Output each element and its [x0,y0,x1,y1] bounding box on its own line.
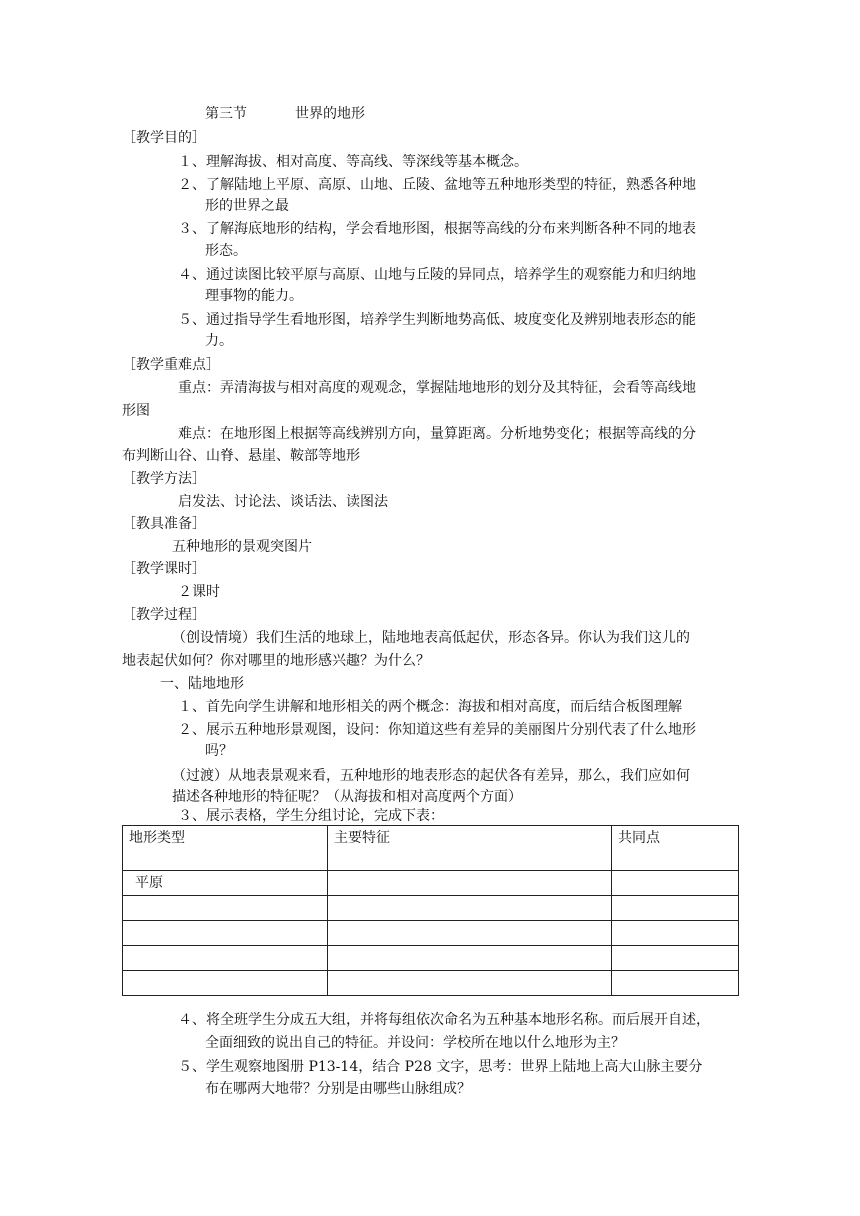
hours-text: ２课时 [178,584,220,600]
intro-line-2: 地表起伏如何？你对哪里的地形感兴趣？为什么？ [122,653,430,669]
table-cell [123,946,328,971]
table-row [123,896,739,921]
table-cell [328,871,612,896]
section-number: 第三节 [205,106,247,122]
section-title [205,104,365,124]
step-2-line-1: ２、展示五种地形景观图，设问：你知道这些有差异的美丽图片分别代表了什么地形 [178,722,696,738]
table-cell [612,946,739,971]
objective-1-line-1: １、理解海拔、相对高度、等高线、等深线等基本概念。 [178,154,528,170]
focus-line-1: 重点：弄清海拔与相对高度的观观念，掌握陆地地形的划分及其特征，会看等高线地 [178,380,696,396]
key-points-heading: ［教学重难点］ [122,357,220,373]
table-row [123,871,739,896]
table-cell [328,946,612,971]
terrain-table [122,825,739,996]
methods-text: 启发法、讨论法、谈话法、读图法 [178,494,388,510]
step-5-line-1: ５、学生观察地图册 P13-14，结合 P28 文字，思考：世界上陆地上高大山脉主要分 [178,1059,703,1075]
transition-line-1: （过渡）从地表景观来看，五种地形的地表形态的起伏各有差异，那么，我们应如何 [172,768,690,784]
objective-5-line-1: ５、通过指导学生看地形图，培养学生判断地势高低、坡度变化及辨别地表形态的能 [178,312,696,328]
objective-5-line-2: 力。 [205,333,233,349]
table-row [123,946,739,971]
step-3: ３、展示表格，学生分组讨论，完成下表： [178,808,444,824]
difficulty-line-1: 难点：在地形图上根据等高线辨别方向，量算距离。分析地势变化；根据等高线的分 [178,426,696,442]
step-5-line-2: 布在哪两大地带？分别是由哪些山脉组成？ [205,1081,471,1097]
table-cell [612,971,739,996]
table-cell: 平原 [123,871,328,896]
objective-4-line-1: ４、通过读图比较平原与高原、山地与丘陵的异同点，培养学生的观察能力和归纳地 [178,267,696,283]
process-heading: ［教学过程］ [122,607,206,623]
table-cell [123,896,328,921]
step-2-line-2: 吗？ [205,743,233,759]
header-terrain-type: 地形类型 [123,826,328,871]
focus-line-2: 形图 [122,403,150,419]
objective-2-line-1: ２、了解陆地上平原、高原、山地、丘陵、盆地等五种地形类型的特征，熟悉各种地 [178,177,696,193]
table-cell [612,896,739,921]
objective-4-line-2: 理事物的能力。 [205,288,303,304]
table-cell [328,921,612,946]
table-cell [123,921,328,946]
section-1-heading: 一、陆地地形 [160,676,244,692]
header-common-points: 共同点 [612,826,739,871]
step-4-line-1: ４、将全班学生分成五大组，并将每组依次命名为五种基本地形名称。而后展开自述， [178,1012,710,1028]
step-4-line-2: 全面细致的说出自己的特征。并设问：学校所在地以什么地形为主？ [205,1035,625,1051]
table-cell [328,896,612,921]
hours-heading: ［教学课时］ [122,561,206,577]
table-cell [612,871,739,896]
table-cell [612,921,739,946]
table-cell [123,971,328,996]
intro-line-1: （创设情境）我们生活的地球上，陆地地表高低起伏，形态各异。你认为我们这儿的 [172,630,690,646]
table-row [123,921,739,946]
methods-heading: ［教学方法］ [122,471,206,487]
tools-text: 五种地形的景观突图片 [172,539,312,555]
step-1: １、首先向学生讲解和地形相关的两个概念：海拔和相对高度，而后结合板图理解 [178,699,682,715]
objectives-heading: ［教学目的］ [122,130,206,146]
objective-3-line-2: 形态。 [205,243,247,259]
table-row [123,971,739,996]
table-cell [328,971,612,996]
difficulty-line-2: 布判断山谷、山脊、悬崖、鞍部等地形 [122,448,360,464]
section-name: 世界的地形 [295,106,365,122]
objective-2-line-2: 形的世界之最 [205,198,289,214]
header-main-features: 主要特征 [328,826,612,871]
table-header-row [123,826,739,871]
tools-heading: ［教具准备］ [122,516,206,532]
transition-line-2: 描述各种地形的特征呢？（从海拔和相对高度两个方面） [172,789,522,805]
objective-3-line-1: ３、了解海底地形的结构，学会看地形图，根据等高线的分布来判断各种不同的地表 [178,221,696,237]
